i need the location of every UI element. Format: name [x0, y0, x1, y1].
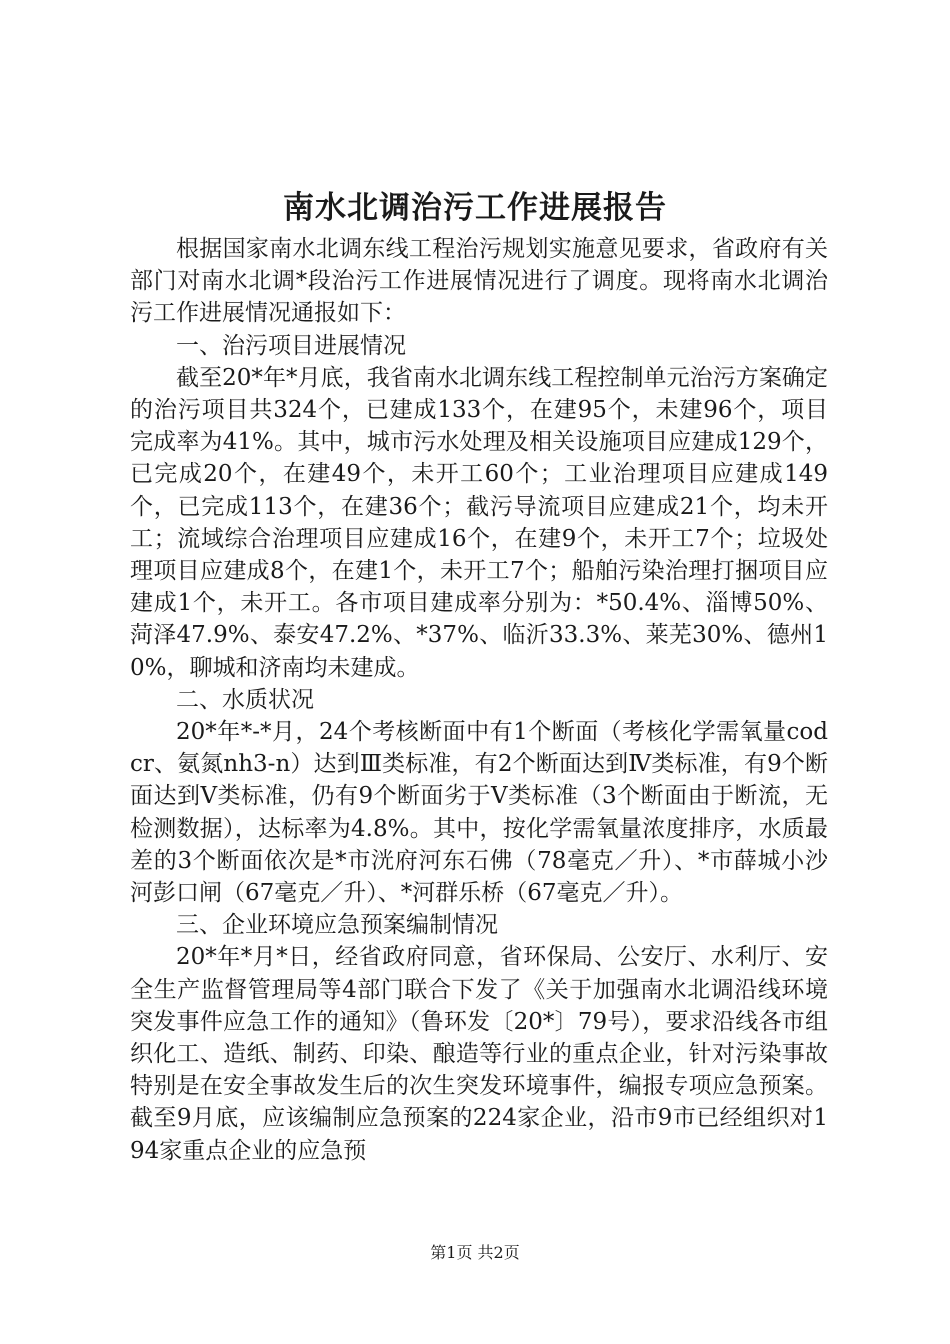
section-heading-2: 二、水质状况	[176, 686, 314, 713]
paragraph-intro: 根据国家南水北调东线工程治污规划实施意见要求，省政府有关部门对南水北调*段治污工作进展情况进行了调度。现将南水北调治污工作进展情况通报如下：	[130, 236, 828, 327]
page-footer: 第1页 共2页	[430, 1243, 520, 1262]
document-body	[130, 233, 828, 1167]
section-heading-3: 三、企业环境应急预案编制情况	[176, 912, 498, 939]
paragraph-emergency-plans: 20*年*月*日，经省政府同意，省环保局、公安厅、水利厅、安全生产监督管理局等4部门联合下发了《关于加强南水北调沿线环境突发事件应急工作的通知》（鲁环发〔20*〕79号），要求沿线各市组织化工、造纸、制药、印染、酿造等行业的重点企业，针对污染事故特别是在安全事故发生后的次生突发环境事件，编报专项应急预案。截至9月底，应该编制应急预案的224家企业，沿市9市已经组织对194家重点企业的应急预	[130, 944, 828, 1164]
document-title: 南水北调治污工作进展报告	[283, 190, 667, 226]
paragraph-projects: 截至20*年*月底，我省南水北调东线工程控制单元治污方案确定的治污项目共324个，已建成133个，在建95个，未建96个，项目完成率为41%。其中，城市污水处理及相关设施项目应建成129个，已完成20个，在建49个，未开工60个；工业治理项目应建成149个，已完成113个，在建36个；截污导流项目应建成21个，均未开工；流域综合治理项目应建成16个，在建9个，未开工7个；垃圾处理项目应建成8个，在建1个，未开工7个；船舶污染治理打捆项目应建成1个，未开工。各市项目建成率分别为：*50.4%、淄博50%、菏泽47.9%、泰安47.2%、*37%、临沂33.3%、莱芜30%、德州10%，聊城和济南均未建成。	[130, 364, 828, 681]
section-heading-1: 一、治污项目进展情况	[176, 332, 406, 359]
paragraph-water-quality: 20*年*-*月，24个考核断面中有1个断面（考核化学需氧量codcr、氨氮nh3-n）达到Ⅲ类标准，有2个断面达到Ⅳ类标准，有9个断面达到Ⅴ类标准，仍有9个断面劣于Ⅴ类标准（3个断面由于断流，无检测数据），达标率为4.8%。其中，按化学需氧量浓度排序，水质最差的3个断面依次是*市洸府河东石佛（78毫克／升）、*市薛城小沙河彭口闸（67毫克／升）、*河群乐桥（67毫克／升）。	[130, 719, 828, 907]
